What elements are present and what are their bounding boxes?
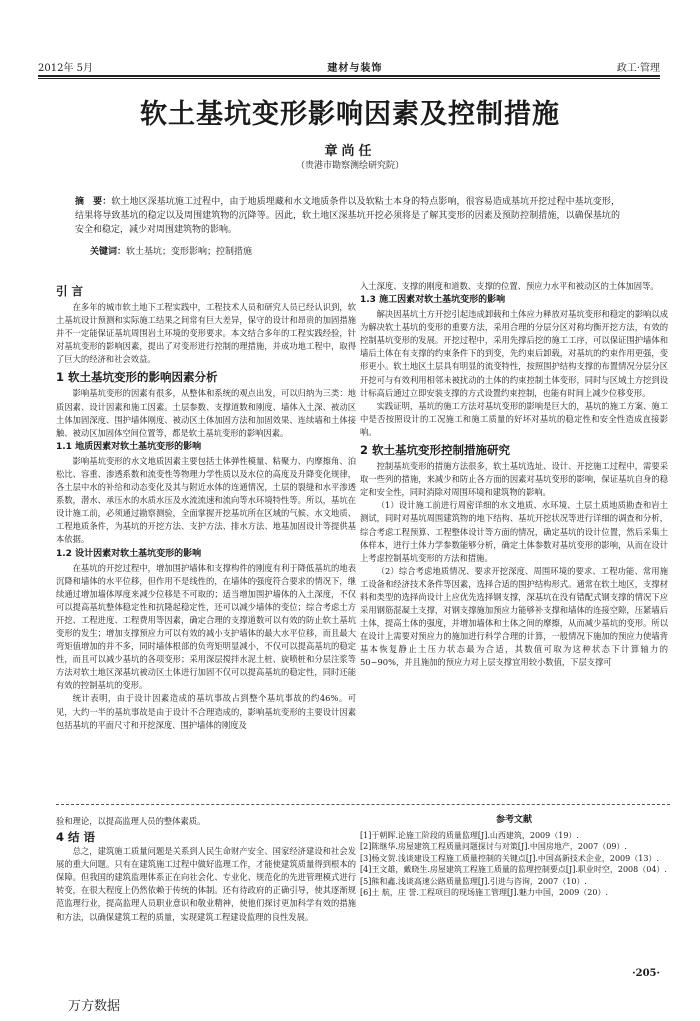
abstract-text: 软土地区深基坑施工过程中，由于地质埋藏和水文地质条件以及软粘土本身的特点影响，很容易造成基坑开挖过程中基坑变形，结果将导致基坑的稳定以及周围建筑物的沉降等。因此，软土地区深基坑开挖必须将是了解其变形的因素及预防控制措施，以确保基坑的安全和稳定，减少对周围建筑物的影响。	[75, 197, 620, 235]
keywords-text: 软土基坑；变形影响；控制措施	[126, 247, 253, 257]
bottom-left-column	[56, 815, 356, 924]
author-name: 章尚任	[324, 144, 376, 159]
abstract	[75, 195, 620, 237]
section-2-paragraph-2: （1）设计施工前进行周密详细的水文地质、水环境、土层土质地质勘查和岩土测试，同时对基坑周围建筑物的地下结构、基坑开挖状况等进行详细的调查和分析，综合考虑工程预算、工程整体设计等方面的情况，确定基坑的设计位置，然后采集土体样本，进行土体力学参数能够分析，确定土体参数对基坑变形的影响，从而在设计上考虑控制基坑变形的方法和措施。	[360, 500, 668, 563]
reference-item: [6]土 航，庄 誉.工程项目的现场施工管理[J].魅力中国，2009（20）.	[360, 888, 609, 897]
references	[360, 815, 668, 899]
intro-heading: 引 言	[56, 284, 84, 298]
prev-article-tail: 验和理论，以提高监理人员的整体素质。	[56, 816, 206, 826]
reference-item: [5]熊和鑫.浅谈高速公路质量监理[J].引进与咨询，2007（10）.	[360, 876, 587, 886]
section-1-2-paragraph-2: 统计表明，由于设计因素造成的基坑事故占到整个基坑事故的约46%。可见，大约一半的基坑事故是由于设计不合理造成的，影响基坑变形的主要设计因素包括基坑的平面尺寸和开挖深度、围护墙体的刚度及	[56, 693, 356, 730]
watermark: 万方数据	[68, 999, 121, 1014]
section-2-paragraph-1: 控制基坑变形的措施方法很多，软土基坑选址、设计、开挖施工过程中，需要采取一些列的措施，来减少和防止各方面的因素对基坑变形的影响，保证基坑自身的稳定和安全性，同时消除对周围环境和建筑物的影响。	[360, 461, 668, 498]
right-column	[360, 280, 668, 670]
references-title: 参考文献	[495, 815, 532, 825]
section-1-2-paragraph-1: 在基坑的开挖过程中，增加围护墙体和支撑构件的刚度有利于降低基坑的地表沉降和墙体的水平位移，但作用不是线性的，在墙体的强度符合要求的情况下，继续通过增加墙体厚度来减少位移是不可取的；适当增加围护墙体的入土深度，不仅可以提高基坑整体稳定性和抗隆起稳定性，还可以减少墙体的变位；综合考虑土方开挖、工程进度、工程费用等因素，确定合理的支撑道数可以有效的防止软土基坑变形的发生；增加支撑预应力可以有效的减小支护墙体的最大水平位移，而且最大弯矩值增加的并不多，同时墙体根部的负弯矩明显减小，不仅可以提高基坑的稳定性，而且可以减少基坑的各项变形；采用深层搅拌水泥土桩、旋喷桩和分层注浆等方法对软土地区深基坑被动区土体进行加固不仅可以提高基坑的稳定性，同时还能有效的控制基坑的变形。	[56, 562, 356, 691]
keywords-label: 关键词：	[90, 247, 127, 257]
journal-name: 建材与装饰	[327, 63, 383, 74]
reference-item: [3]杨文贺.浅谈建设工程施工质量控制的关键点[J].中国高新技术企业，2009（13）.	[360, 853, 659, 863]
author-affiliation: （贵港市勘察测绘研究院）	[295, 161, 404, 171]
section-1-1-heading: 1.1 地质因素对软土基坑变形的影响	[56, 441, 202, 452]
section-1-3-paragraph-1: 解决因基坑土方开挖引起违成卸载和土体应力释放对基坑变形和稳定的影响以成为解决软土基坑的变形的重要方法，采用合理的分层分区对称均衡开挖方法，有效的控制基坑变形的发展。开挖过程中，采用先撑后挖的施工工序，可以保证围护墙体和墙后土体在有支撑的约束条件下的到变，先约束后卸载，对基坑的约束作用更强，变形更小。软土地区土层具有明显的流变特性，按照围护结构支撑的布置情况分层分区开挖可与有效利用相邻未被扰动的土体的约束控制土体变形，同时与区域土方挖到设计标高后通过立即安装支撑的方式设置约束控制，也能有时间上减少位移变形。	[360, 309, 668, 398]
keywords	[90, 244, 620, 257]
left-column	[56, 280, 356, 732]
running-header	[38, 56, 660, 74]
conclusion-heading: 4 结 语	[56, 830, 96, 845]
section-1-heading: 1 软土基坑变形的影响因素分析	[56, 370, 218, 385]
header-rule-thin	[38, 78, 660, 79]
article-title: 软土基坑变形影响因素及控制措施	[140, 99, 560, 130]
section-1-3-heading: 1.3 施工因素对软土基坑变形的影响	[360, 295, 506, 306]
page-number: ·205·	[632, 968, 660, 979]
reference-item: [1]于朝晖.论施工阶段的质量监理[J].山西建筑，2009（19）.	[360, 830, 579, 840]
continued-paragraph: 入土深度、支撑的刚度和道数、支撑的位置、预应力水平和被动区的土体加固等。	[360, 281, 659, 291]
section-1-paragraph: 影响基坑变形的因素有很多，从整体和系统的观点出发，可以归纳为三类：地质因素、设计因素和施工因素。土层参数、支撑道数和刚度、墙体入土深、被动区土体加固深度、围护墙体刚度、被动区土体加固方法和加固效果、连续墙和土体接触、被动区加固体空间位置等，都是软土基坑变形的影响因素。	[56, 388, 356, 438]
section-1-1-paragraph: 影响基坑变形的水文地质因素主要包括土体弹性模量、粘聚力、内摩擦角、泊松比、容重、渗透系数和流变性等物理力学性质以及水位的高度及升降变化规律，各土层中水的补给和动态变化及其与附近水体的连通情况，土层的裂缝和水平渗透系数，潜水、承压水的水质水压及水流流速和流向等水环境特性等。所以，基坑在设计施工前，必须通过勘察测验，全面掌握开挖基坑所在区域的气候、水文地质、工程地质条件，为基坑的开挖方法、支护方法、排水方法、地基加固设计等提供基本依据。	[56, 455, 356, 545]
section-1-2-heading: 1.2 设计因素对软土基坑变形的影响	[56, 548, 202, 559]
issue-date: 2012年 5月	[38, 63, 93, 74]
reference-item: [4]王文雄，戴晓生.房屋建筑工程施工质量的监理控制要点[J].职业时空，2008（04）.	[360, 865, 667, 874]
section-2-heading: 2 软土基坑变形控制措施研究	[360, 443, 511, 458]
article-separator	[56, 804, 670, 805]
reference-item: [2]陈继华.房屋建筑工程质量问题探讨与对策[J].中国房地产，2007（09）.	[360, 842, 627, 851]
abstract-label: 摘 要：	[75, 197, 112, 207]
header-rule	[38, 75, 660, 77]
section-2-paragraph-3: （2）综合考虑地质情况、要求开挖深度、周围环境的要求、工程功能、常用施工设备和经济技术条件等因素，选择合适的围护结构形式。通常在软土地区，支撑材料和类型的选择尚设计上应优先选择钢支撑，深基坑在没有错配式钢支撑的情况下应采用钢筋混凝土支撑，对钢支撑施加预应力能够补支撑和墙体的连接空隙，压紧墙后土体，提高土体的强度，并增加墙体和土体之间的摩擦，从而减少基坑的变形。所以在设计上需要对预应力的施加进行科学合理的计算，一般情况下施加的预应力使墙背基本恢复静止土压力状态最为合适，其数值可取为这种状态下计算轴力的50~90%，并且施加的预应力对上层支撑宜用较小数值，下层支撑可	[360, 565, 668, 668]
intro-paragraph: 在多年的城市软土地下工程实践中，工程技术人员和研究人员已经认识到，软土基坑设计预测和实际施工结果之间常有巨大差异，保守的设计和昂贵的加固措施并不一定能保证基坑周围岩土环境的变形要求。本文结合多年的工程实践经验，针对基坑变形的影响因素，提出了对变形进行控制的理措施，并成功地工程中，取得了巨大的经济和社会效益。	[56, 302, 356, 365]
conclusion-paragraph: 总之，建筑施工质量问题是关系到人民生命财产安全、国家经济建设和社会发展的重大问题。只有在建筑施工过程中做好监理工作，才能使建筑质量得到根本的保障。但我国的建筑监理体系正在向社会化、专业化、规范化的先进管理模式进行转变，在很大程度上仍然依赖于传统的体制。还有待政府的正确引导，使其逐渐规范监理行业，提高监理人员职业意识和敬业精神，使他们探讨更加科学有效的措施和方法，以确保建筑工程的质量，实现建筑工程建设监理的良性发展。	[56, 846, 356, 922]
section-name: 政工·管理	[616, 63, 660, 74]
section-1-3-paragraph-2: 实践证明，基坑的施工方法对基坑变形的影响是巨大的，基坑的施工方案、施工中是否按照设计的工况施工和施工质量的好坏对基坑的稳定性和安全性造成直接影响。	[360, 400, 668, 437]
